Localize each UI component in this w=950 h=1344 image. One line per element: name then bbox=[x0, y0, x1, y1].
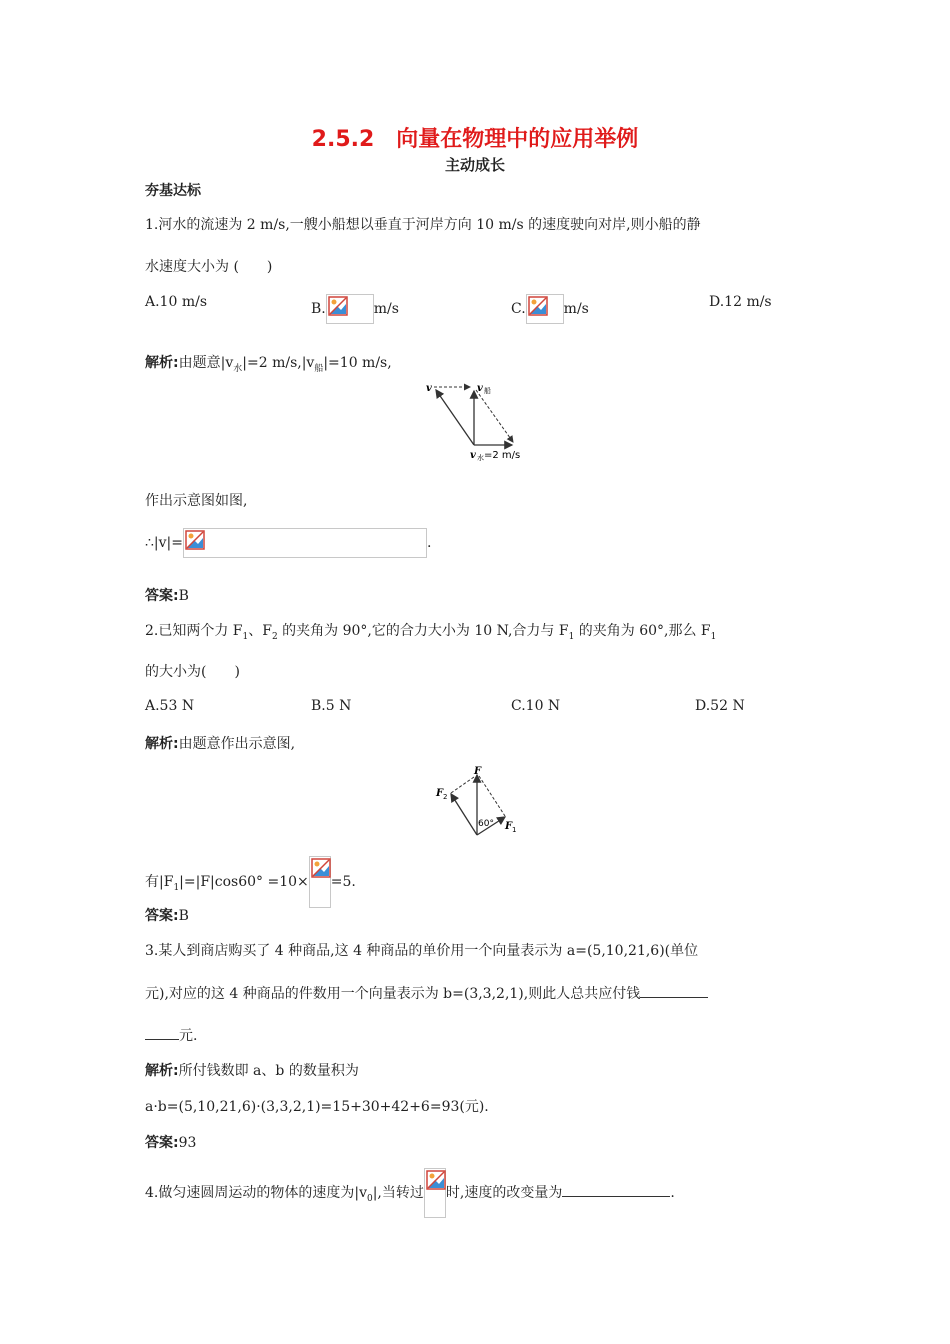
therefore-text: ∴|v|= bbox=[145, 535, 183, 551]
answer-blank[interactable] bbox=[640, 983, 708, 998]
answer-label: 答案: bbox=[145, 908, 179, 924]
q2-option-b: B.5 N bbox=[311, 698, 352, 714]
q3-calc: a·b=(5,10,21,6)·(3,3,2,1)=15+30+42+6=93(元). bbox=[145, 1099, 489, 1115]
label-vwater-sub: 水 bbox=[477, 454, 484, 462]
analysis-text: 由题意作出示意图, bbox=[178, 736, 296, 752]
label-F: F bbox=[474, 766, 482, 777]
analysis-label: 解析: bbox=[145, 736, 179, 752]
analysis-text: |=2 m/s,|v bbox=[242, 355, 315, 371]
q1-option-c-unit: m/s bbox=[563, 301, 589, 317]
q1-answer bbox=[145, 585, 189, 605]
dashed-line bbox=[479, 776, 505, 816]
broken-image-icon bbox=[528, 296, 548, 316]
broken-image-icon bbox=[311, 858, 331, 878]
formula-image bbox=[309, 856, 331, 908]
label-F1-sub: 1 bbox=[512, 826, 517, 834]
q1-draw-text: 作出示意图如图, bbox=[145, 493, 248, 509]
formula-image bbox=[183, 528, 427, 558]
dashed-arrow bbox=[476, 390, 513, 442]
answer-value: B bbox=[178, 908, 189, 924]
formula-image bbox=[424, 1168, 446, 1218]
q2-option-c: C.10 N bbox=[511, 698, 561, 714]
stem-text: 的夹角为 90°,它的合力大小为 10 N,合力与 F bbox=[277, 623, 569, 639]
label-F2-sub: 2 bbox=[443, 793, 448, 801]
formula-image bbox=[526, 294, 564, 324]
q1-therefore bbox=[145, 528, 431, 558]
label-vwater-value: =2 m/s bbox=[484, 450, 521, 461]
label-angle: 60° bbox=[478, 819, 494, 829]
label-F1: F bbox=[505, 821, 513, 832]
subscript: 船 bbox=[314, 363, 324, 374]
label-vwater: v bbox=[470, 450, 476, 461]
analysis-text: 由题意|v bbox=[178, 355, 234, 371]
calc-text: =5. bbox=[330, 874, 356, 890]
stem-text: 元),对应的这 4 种商品的件数用一个向量表示为 b=(3,3,2,1),则此人总共应付钱 bbox=[145, 986, 641, 1002]
answer-label: 答案: bbox=[145, 1135, 179, 1151]
period: . bbox=[426, 535, 432, 551]
analysis-label: 解析: bbox=[145, 1063, 179, 1079]
force-f2-arrow bbox=[451, 794, 477, 835]
broken-image-icon bbox=[328, 296, 348, 316]
subscript: 1 bbox=[710, 631, 717, 642]
q1-option-b bbox=[311, 294, 399, 324]
q3-answer bbox=[145, 1132, 196, 1152]
analysis-label: 解析: bbox=[145, 355, 179, 371]
stem-text: . bbox=[670, 1185, 675, 1201]
q2-answer bbox=[145, 905, 189, 925]
calc-text: |=|F|cos60° =10× bbox=[179, 874, 309, 890]
q2-option-d: D.52 N bbox=[695, 698, 745, 714]
velocity-diagram bbox=[420, 378, 540, 464]
broken-image-icon bbox=[426, 1170, 446, 1190]
subscript: 1 bbox=[173, 882, 180, 893]
section-heading: 夯基达标 bbox=[145, 183, 201, 199]
q1-stem-line2: 水速度大小为 ( ) bbox=[145, 259, 273, 275]
stem-text: 2.已知两个力 F bbox=[145, 623, 243, 639]
page-title: 2.5.2 向量在物理中的应用举例 bbox=[311, 127, 639, 152]
dashed-line bbox=[451, 777, 474, 793]
q2-calc bbox=[145, 856, 356, 908]
stem-text: 的夹角为 60°,那么 F bbox=[574, 623, 711, 639]
q3-stem-line2 bbox=[145, 983, 708, 1003]
stem-text: 4.做匀速圆周运动的物体的速度为|v bbox=[145, 1185, 367, 1201]
subscript: 1 bbox=[568, 631, 575, 642]
force-diagram bbox=[430, 760, 530, 840]
resultant-velocity-arrow bbox=[436, 390, 474, 445]
stem-text: 时,速度的改变量为 bbox=[445, 1185, 563, 1201]
stem-text: 、F bbox=[248, 623, 272, 639]
q1-analysis bbox=[145, 352, 392, 374]
q1-option-c bbox=[511, 294, 589, 324]
answer-blank[interactable] bbox=[562, 1182, 670, 1197]
q1-option-a: A.10 m/s bbox=[145, 294, 208, 310]
broken-image-icon bbox=[185, 530, 205, 550]
answer-blank[interactable] bbox=[145, 1025, 179, 1040]
q4-stem bbox=[145, 1168, 675, 1218]
page-subtitle: 主动成长 bbox=[444, 156, 505, 174]
analysis-text: |=10 m/s, bbox=[323, 355, 392, 371]
answer-value: B bbox=[178, 588, 189, 604]
formula-image bbox=[326, 294, 374, 324]
label-vboat-sub: 船 bbox=[484, 387, 491, 395]
q1-option-c-label: C. bbox=[511, 301, 526, 317]
q3-analysis bbox=[145, 1060, 359, 1080]
q2-option-a: A.53 N bbox=[145, 698, 195, 714]
q1-option-b-unit: m/s bbox=[373, 301, 399, 317]
q1-stem-line1: 1.河水的流速为 2 m/s,一艘小船想以垂直于河岸方向 10 m/s 的速度驶向对岸,则小船的静 bbox=[145, 217, 701, 233]
subscript: 0 bbox=[366, 1193, 373, 1204]
subscript: 2 bbox=[271, 631, 278, 642]
q3-stem-line3 bbox=[145, 1025, 197, 1045]
subscript: 1 bbox=[242, 631, 249, 642]
q2-stem-line2: 的大小为( ) bbox=[145, 664, 240, 680]
q1-option-d: D.12 m/s bbox=[709, 294, 772, 310]
subscript: 水 bbox=[233, 363, 243, 374]
answer-value: 93 bbox=[178, 1135, 197, 1151]
answer-label: 答案: bbox=[145, 588, 179, 604]
label-v: v bbox=[426, 383, 432, 394]
q1-option-b-label: B. bbox=[311, 301, 326, 317]
q2-stem-line1 bbox=[145, 620, 716, 642]
q3-stem-line1: 3.某人到商店购买了 4 种商品,这 4 种商品的单价用一个向量表示为 a=(5,10,21,6)(单位 bbox=[145, 943, 699, 959]
stem-text: |,当转过 bbox=[372, 1185, 424, 1201]
q2-analysis bbox=[145, 733, 295, 753]
calc-text: 有|F bbox=[145, 874, 174, 890]
label-vboat: v bbox=[477, 383, 483, 394]
stem-text: 元. bbox=[179, 1028, 198, 1044]
analysis-text: 所付钱数即 a、b 的数量积为 bbox=[178, 1063, 359, 1079]
label-F2: F bbox=[436, 788, 444, 799]
